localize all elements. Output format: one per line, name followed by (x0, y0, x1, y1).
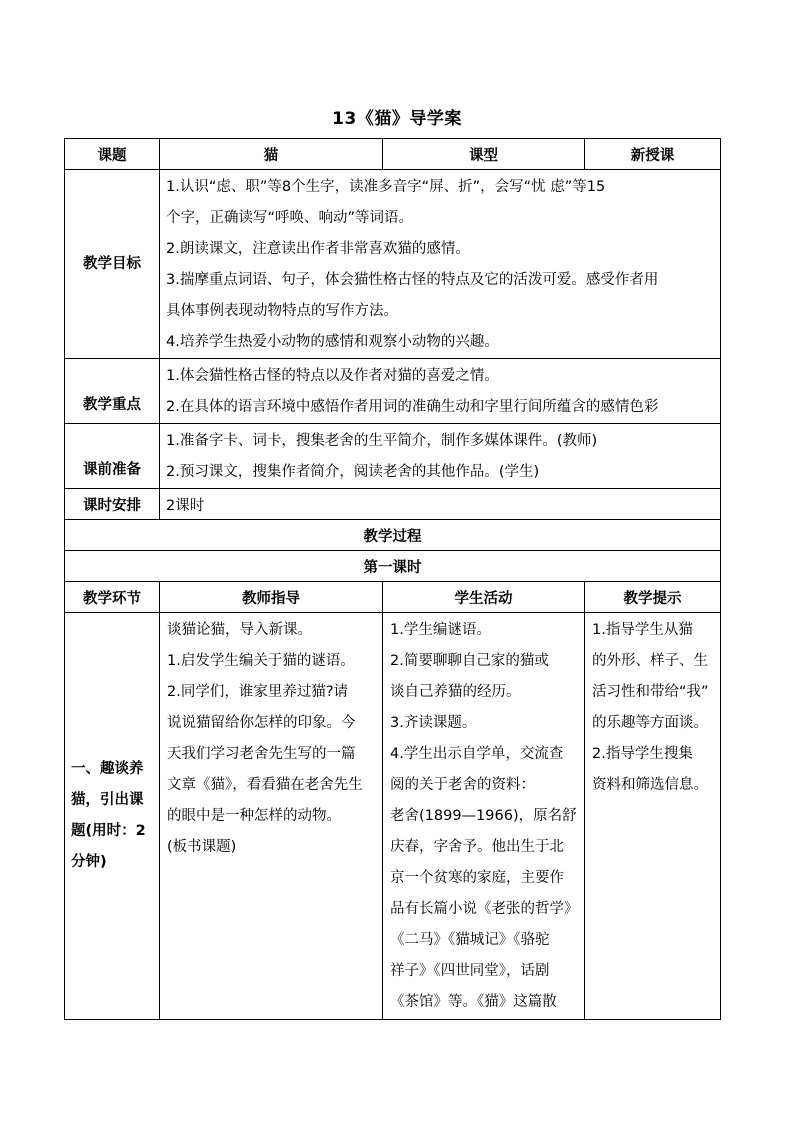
objectives-label: 教学目标 (65, 170, 160, 359)
objectives-line: 1.认识“虑、职”等8个生字，读准多音字“屏、折”，会写“忧 虑”等15 (166, 179, 606, 195)
tips-cell (585, 613, 721, 1020)
columns-header-row (65, 582, 721, 613)
tips-line: 的乐趣等方面谈。 (592, 715, 708, 731)
teacher-line: 文章《猫》，看看猫在老舍先生 (167, 777, 363, 793)
column-student: 学生活动 (383, 582, 585, 613)
tips-line: 2.指导学生搜集 (592, 746, 693, 762)
type-value: 新授课 (585, 139, 721, 170)
topic-value: 猫 (160, 139, 383, 170)
objectives-line: 具体事例表现动物特点的写作方法。 (166, 303, 398, 319)
student-line: 老舍(1899—1966)，原名舒 (390, 808, 577, 824)
teacher-cell (160, 613, 383, 1020)
student-line: 4.学生出示自学单，交流查 (390, 746, 564, 762)
student-line: 《茶馆》等。《猫》这篇散 (390, 994, 557, 1010)
objectives-line: 3.揣摩重点词语、句子，体会猫性格古怪的特点及它的活泼可爱。感受作者用 (166, 272, 659, 288)
objectives-row (65, 170, 721, 359)
preparation-line: 1.准备字卡、词卡，搜集老舍的生平简介，制作多媒体课件。(教师) (166, 433, 598, 449)
stage-line: 猫，引出课 (71, 792, 144, 808)
objectives-content (160, 170, 721, 359)
tips-line: 的外形、样子、生 (592, 653, 708, 669)
document-title: 13《猫》导学案 (332, 109, 462, 129)
lesson-plan-table (64, 138, 721, 1020)
teacher-line: 说说猫留给你怎样的印象。今 (167, 715, 356, 731)
tips-line: 1.指导学生从猫 (592, 622, 693, 638)
teacher-line: 1.启发学生编关于猫的谜语。 (167, 653, 355, 669)
header-row (65, 139, 721, 170)
key-points-label: 教学重点 (65, 359, 160, 424)
teacher-line: 的眼中是一种怎样的动物。 (167, 808, 341, 824)
preparation-content (160, 424, 721, 489)
topic-label: 课题 (65, 139, 160, 170)
column-stage: 教学环节 (65, 582, 160, 613)
tips-line: 活习性和带给“我” (592, 684, 709, 700)
teacher-line: 天我们学习老舍先生写的一篇 (167, 746, 356, 762)
student-line: 京一个贫寒的家庭，主要作 (390, 870, 564, 886)
student-line: 1.学生编谜语。 (390, 622, 491, 638)
objectives-line: 2.朗读课文，注意读出作者非常喜欢猫的感情。 (166, 241, 470, 257)
stage-line: 题(用时：2 (71, 823, 146, 839)
objectives-line: 个字，正确读写“呼唤、响动”等词语。 (166, 210, 414, 226)
key-points-line: 1.体会猫性格古怪的特点以及作者对猫的喜爱之情。 (166, 368, 499, 384)
lesson-title-row (65, 551, 721, 582)
key-points-row (65, 359, 721, 424)
student-line: 3.齐读课题。 (390, 715, 477, 731)
preparation-label: 课前准备 (65, 424, 160, 489)
objectives-line: 4.培养学生热爱小动物的感情和观察小动物的兴趣。 (166, 334, 499, 350)
student-line: 2.简要聊聊自己家的猫或 (390, 653, 549, 669)
student-line: 祥子》《四世同堂》，话剧 (390, 963, 550, 979)
stage-line: 分钟) (71, 854, 107, 870)
preparation-row (65, 424, 721, 489)
schedule-label: 课时安排 (65, 489, 160, 520)
schedule-value: 2课时 (160, 489, 721, 520)
teacher-line: 2.同学们，谁家里养过猫?请 (167, 684, 349, 700)
student-line: 《二马》《猫城记》《骆驼 (390, 932, 550, 948)
column-teacher: 教师指导 (160, 582, 383, 613)
preparation-line: 2.预习课文，搜集作者简介，阅读老舍的其他作品。(学生) (166, 464, 540, 480)
lesson-title: 第一课时 (65, 551, 721, 582)
stage-cell (65, 613, 160, 1020)
type-label: 课型 (383, 139, 585, 170)
student-line: 品有长篇小说《老张的哲学》 (390, 901, 579, 917)
process-title: 教学过程 (65, 520, 721, 551)
student-cell (383, 613, 585, 1020)
process-title-row (65, 520, 721, 551)
student-line: 谈自己养猫的经历。 (390, 684, 521, 700)
stage-row (65, 613, 721, 1020)
teacher-line: 谈猫论猫，导入新课。 (167, 622, 312, 638)
student-line: 庆春，字舍予。他出生于北 (390, 839, 564, 855)
key-points-line: 2.在具体的语言环境中感悟作者用词的准确生动和字里行间所蕴含的感情色彩 (166, 399, 659, 415)
tips-line: 资料和筛选信息。 (592, 777, 708, 793)
schedule-row (65, 489, 721, 520)
student-line: 阅的关于老舍的资料： (390, 777, 535, 793)
stage-line: 一、趣谈养 (71, 761, 144, 777)
key-points-content (160, 359, 721, 424)
teacher-line: (板书课题) (167, 839, 237, 855)
column-tips: 教学提示 (585, 582, 721, 613)
